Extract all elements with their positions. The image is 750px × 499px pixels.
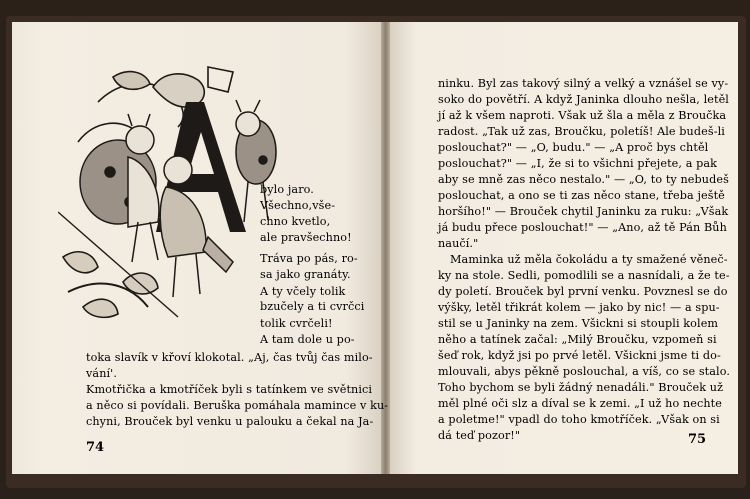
text-line: aby se mně zas něco nestalo." — „O, to ty nebudeš [438, 173, 729, 186]
text-line: poslouchat, a ono se ti zas něco stane, třeba ještě [438, 189, 725, 202]
text-line: chyni, Brouček byl venku u palouku a čekal na Ja- [86, 415, 374, 428]
text-line: a něco si povídali. Beruška pomáhala mamince v ku- [86, 399, 389, 412]
text-line: mlouvali, abys pěkně poslouchal, a víš, co se stalo. [438, 365, 730, 378]
text-line: poslouchat?" — „I, že si to všichni přejete, a pak [438, 157, 718, 170]
text-line: šeď rok, když jsi po prvé letěl. Všickni jsme ti do- [438, 349, 721, 362]
text-line: ninku. Byl zas takový silný a velký a vznášel se vy- [438, 77, 729, 90]
text-line: dá teď pozor!" [438, 429, 521, 442]
text-line: Kmotřička a kmotříček byli s tatínkem ve světnici [86, 383, 373, 396]
text-line: výšky, letěl třikrát kolem — jako by nic! — a spu- [438, 301, 720, 314]
text-line: měl plné oči slz a díval se k zemi. „I už ho nechte [438, 397, 722, 410]
text-line: Tráva po pás, ro- [260, 252, 358, 265]
text-line: A ty včely tolik [260, 285, 346, 298]
text-line: A tam dole u po- [260, 333, 355, 346]
text-line: sa jako granáty. [260, 268, 351, 281]
text-line: bzučely a ti cvrčci [260, 300, 365, 313]
text-line: něho a tatínek začal: „Milý Broučku, vzpomeň si [438, 333, 717, 346]
text-line: Toho bychom se byli žádný nenadáli." Brouček už [438, 381, 724, 394]
text-line: chno kvetlo, [260, 215, 331, 228]
text-line: stil se u Janinky na zem. Všickni si stoupli kolem [438, 317, 719, 330]
text-line: vání'. [86, 367, 118, 380]
text-line: bylo jaro. [260, 183, 314, 196]
text-line: naučí." [438, 237, 479, 250]
text-line: Maminka už měla čokoládu a ty smažené věneč- [450, 253, 728, 266]
page-number: 74 [86, 440, 105, 455]
text-line: soko do povětří. A když Janinka dlouho nešla, letěl [438, 93, 729, 106]
text-line: horšího!" — Brouček chytil Janinku za ruku: „Však [438, 205, 729, 218]
text-line: ale pravšechno! [260, 231, 352, 244]
text-line: jí až k všem naproti. Však už šla a měla z Broučka [438, 109, 727, 122]
text-line: tolik cvrčeli! [260, 317, 333, 330]
text-line: a poletme!" vpadl do toho kmotříček. „Však on si [438, 413, 720, 426]
text-line: dy poletí. Brouček byl první venku. Povznesl se do [438, 285, 728, 298]
text-line: Všechno,vše- [260, 199, 336, 212]
text-line: radost. „Tak už zas, Broučku, poletíš! Ale budeš-li [438, 125, 725, 138]
children-with-letter-A-illustration [58, 62, 280, 324]
text-line: já budu přece poslouchat!" — „Ano, až tě Pán Bůh [438, 221, 727, 234]
text-line: poslouchat?" — „O, budu." — „A proč bys chtěl [438, 141, 709, 154]
text-line: toka slavík v křoví klokotal. „Aj, čas tvůj čas milo- [86, 351, 373, 364]
page-number: 75 [688, 432, 707, 447]
text-line: ky na stole. Sedli, pomodlili se a nasnídali, a že te- [438, 269, 730, 282]
